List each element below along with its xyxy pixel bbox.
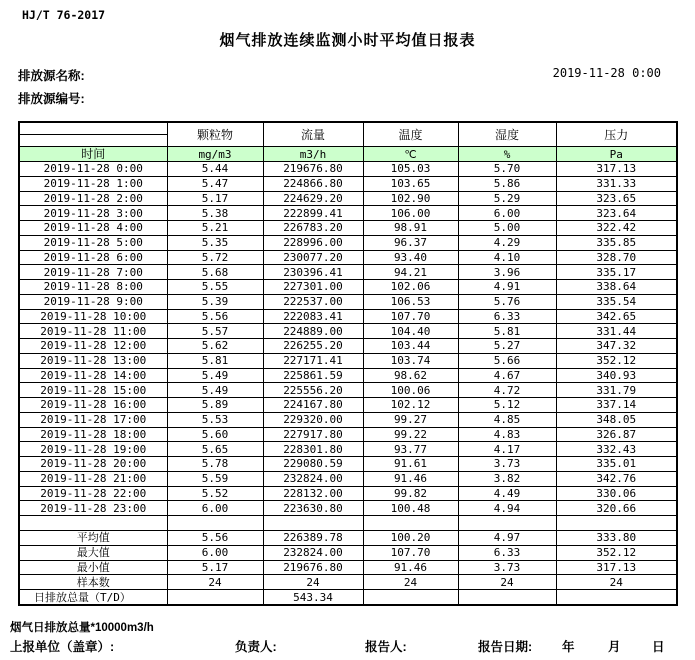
value-cell: 5.35 xyxy=(167,235,263,250)
table-row xyxy=(19,191,677,206)
value-cell: 99.22 xyxy=(363,427,458,442)
value-cell: 330.06 xyxy=(556,486,677,501)
value-cell: 348.05 xyxy=(556,412,677,427)
summary-label: 平均值 xyxy=(19,531,167,546)
value-cell: 331.33 xyxy=(556,176,677,191)
spacer-cell xyxy=(167,516,263,531)
summary-row xyxy=(19,545,677,560)
value-cell: 224629.20 xyxy=(263,191,363,206)
responsible-label: 负责人: xyxy=(235,640,277,654)
value-cell: 328.70 xyxy=(556,250,677,265)
value-cell: 331.44 xyxy=(556,324,677,339)
summary-value: 4.97 xyxy=(458,531,556,546)
value-cell: 326.87 xyxy=(556,427,677,442)
value-cell: 4.49 xyxy=(458,486,556,501)
spacer-cell xyxy=(458,516,556,531)
time-cell: 2019-11-28 7:00 xyxy=(19,265,167,280)
spacer-cell xyxy=(363,516,458,531)
table-row xyxy=(19,398,677,413)
report-meta xyxy=(18,66,661,106)
value-cell: 96.37 xyxy=(363,235,458,250)
value-cell: 232824.00 xyxy=(263,471,363,486)
summary-value: 100.20 xyxy=(363,531,458,546)
unit-flow: m3/h xyxy=(263,147,363,162)
value-cell: 5.27 xyxy=(458,339,556,354)
value-cell: 102.06 xyxy=(363,280,458,295)
spacer-cell xyxy=(263,516,363,531)
table-row xyxy=(19,235,677,250)
header-blank-bottom xyxy=(19,135,167,147)
unit-particulate: mg/m3 xyxy=(167,147,263,162)
spacer-row xyxy=(19,516,677,531)
value-cell: 5.89 xyxy=(167,398,263,413)
time-cell: 2019-11-28 1:00 xyxy=(19,176,167,191)
value-cell: 227301.00 xyxy=(263,280,363,295)
summary-value: 333.80 xyxy=(556,531,677,546)
value-cell: 5.12 xyxy=(458,398,556,413)
time-cell: 2019-11-28 20:00 xyxy=(19,457,167,472)
value-cell: 224167.80 xyxy=(263,398,363,413)
day-label: 日 xyxy=(652,640,665,654)
table-row xyxy=(19,412,677,427)
value-cell: 335.54 xyxy=(556,294,677,309)
time-cell: 2019-11-28 14:00 xyxy=(19,368,167,383)
table-row xyxy=(19,250,677,265)
summary-value xyxy=(167,590,263,605)
table-header xyxy=(19,122,677,162)
value-cell: 5.38 xyxy=(167,206,263,221)
value-cell: 320.66 xyxy=(556,501,677,516)
summary-rows xyxy=(19,531,677,605)
value-cell: 5.21 xyxy=(167,221,263,236)
value-cell: 5.81 xyxy=(458,324,556,339)
summary-value: 24 xyxy=(458,575,556,590)
value-cell: 323.65 xyxy=(556,191,677,206)
table-row xyxy=(19,457,677,472)
value-cell: 223630.80 xyxy=(263,501,363,516)
value-cell: 98.62 xyxy=(363,368,458,383)
summary-label: 日排放总量（T/D） xyxy=(19,590,167,605)
summary-value: 543.34 xyxy=(263,590,363,605)
value-cell: 4.94 xyxy=(458,501,556,516)
value-cell: 99.27 xyxy=(363,412,458,427)
time-cell: 2019-11-28 3:00 xyxy=(19,206,167,221)
summary-value: 24 xyxy=(167,575,263,590)
time-cell: 2019-11-28 19:00 xyxy=(19,442,167,457)
value-cell: 6.33 xyxy=(458,309,556,324)
month-label: 月 xyxy=(608,640,621,654)
value-cell: 322.42 xyxy=(556,221,677,236)
value-cell: 5.49 xyxy=(167,383,263,398)
table-row xyxy=(19,501,677,516)
reporter-label: 报告人: xyxy=(365,640,407,654)
value-cell: 5.44 xyxy=(167,162,263,177)
summary-row xyxy=(19,575,677,590)
table-row xyxy=(19,206,677,221)
value-cell: 347.32 xyxy=(556,339,677,354)
value-cell: 103.65 xyxy=(363,176,458,191)
value-cell: 4.91 xyxy=(458,280,556,295)
value-cell: 107.70 xyxy=(363,309,458,324)
value-cell: 5.62 xyxy=(167,339,263,354)
value-cell: 4.72 xyxy=(458,383,556,398)
value-cell: 5.72 xyxy=(167,250,263,265)
summary-row xyxy=(19,531,677,546)
table-row xyxy=(19,368,677,383)
value-cell: 229080.59 xyxy=(263,457,363,472)
summary-label: 样本数 xyxy=(19,575,167,590)
value-cell: 5.17 xyxy=(167,191,263,206)
summary-value: 3.73 xyxy=(458,560,556,575)
time-cell: 2019-11-28 0:00 xyxy=(19,162,167,177)
summary-value: 219676.80 xyxy=(263,560,363,575)
time-cell: 2019-11-28 2:00 xyxy=(19,191,167,206)
value-cell: 94.21 xyxy=(363,265,458,280)
value-cell: 93.77 xyxy=(363,442,458,457)
value-cell: 335.01 xyxy=(556,457,677,472)
table-row xyxy=(19,383,677,398)
value-cell: 103.74 xyxy=(363,353,458,368)
value-cell: 323.64 xyxy=(556,206,677,221)
summary-value: 5.56 xyxy=(167,531,263,546)
time-cell: 2019-11-28 6:00 xyxy=(19,250,167,265)
spacer-cell xyxy=(19,516,167,531)
value-cell: 4.83 xyxy=(458,427,556,442)
unit-humidity: % xyxy=(458,147,556,162)
time-cell: 2019-11-28 5:00 xyxy=(19,235,167,250)
table-row xyxy=(19,324,677,339)
value-cell: 3.96 xyxy=(458,265,556,280)
summary-value: 24 xyxy=(263,575,363,590)
table-row xyxy=(19,427,677,442)
value-cell: 342.65 xyxy=(556,309,677,324)
table-row xyxy=(19,471,677,486)
time-cell: 2019-11-28 21:00 xyxy=(19,471,167,486)
value-cell: 5.86 xyxy=(458,176,556,191)
time-cell: 2019-11-28 22:00 xyxy=(19,486,167,501)
spacer-cell xyxy=(556,516,677,531)
value-cell: 228996.00 xyxy=(263,235,363,250)
value-cell: 5.39 xyxy=(167,294,263,309)
summary-value: 232824.00 xyxy=(263,545,363,560)
summary-value xyxy=(556,590,677,605)
value-cell: 342.76 xyxy=(556,471,677,486)
value-cell: 340.93 xyxy=(556,368,677,383)
value-cell: 93.40 xyxy=(363,250,458,265)
report-datetime: 2019-11-28 0:00 xyxy=(552,66,661,80)
value-cell: 224866.80 xyxy=(263,176,363,191)
summary-value: 6.33 xyxy=(458,545,556,560)
table-row xyxy=(19,486,677,501)
value-cell: 225556.20 xyxy=(263,383,363,398)
value-cell: 100.48 xyxy=(363,501,458,516)
value-cell: 5.70 xyxy=(458,162,556,177)
table-row xyxy=(19,294,677,309)
standard-code: HJ/T 76-2017 xyxy=(22,8,106,22)
value-cell: 335.85 xyxy=(556,235,677,250)
report-date-label: 报告日期: xyxy=(478,640,533,654)
value-cell: 91.46 xyxy=(363,471,458,486)
value-cell: 91.61 xyxy=(363,457,458,472)
unit-pressure: Pa xyxy=(556,147,677,162)
value-cell: 102.12 xyxy=(363,398,458,413)
value-cell: 6.00 xyxy=(458,206,556,221)
value-cell: 5.60 xyxy=(167,427,263,442)
value-cell: 222083.41 xyxy=(263,309,363,324)
value-cell: 5.81 xyxy=(167,353,263,368)
hourly-average-table xyxy=(18,121,678,606)
value-cell: 337.14 xyxy=(556,398,677,413)
col-header-pressure: 压力 xyxy=(556,122,677,147)
header-blank-top xyxy=(19,122,167,135)
time-cell: 2019-11-28 13:00 xyxy=(19,353,167,368)
value-cell: 4.10 xyxy=(458,250,556,265)
table-row xyxy=(19,221,677,236)
table-row xyxy=(19,176,677,191)
summary-value: 6.00 xyxy=(167,545,263,560)
value-cell: 335.17 xyxy=(556,265,677,280)
summary-value: 5.17 xyxy=(167,560,263,575)
value-cell: 4.29 xyxy=(458,235,556,250)
value-cell: 100.06 xyxy=(363,383,458,398)
value-cell: 5.68 xyxy=(167,265,263,280)
summary-value: 352.12 xyxy=(556,545,677,560)
table-row xyxy=(19,353,677,368)
value-cell: 226255.20 xyxy=(263,339,363,354)
time-cell: 2019-11-28 15:00 xyxy=(19,383,167,398)
table-row xyxy=(19,265,677,280)
value-cell: 4.67 xyxy=(458,368,556,383)
time-cell: 2019-11-28 16:00 xyxy=(19,398,167,413)
summary-value: 91.46 xyxy=(363,560,458,575)
col-header-particulate: 颗粒物 xyxy=(167,122,263,147)
value-cell: 226783.20 xyxy=(263,221,363,236)
hourly-rows xyxy=(19,162,677,516)
value-cell: 5.56 xyxy=(167,309,263,324)
table-row xyxy=(19,309,677,324)
value-cell: 5.55 xyxy=(167,280,263,295)
page-title: 烟气排放连续监测小时平均值日报表 xyxy=(219,32,476,49)
value-cell: 224889.00 xyxy=(263,324,363,339)
time-cell: 2019-11-28 9:00 xyxy=(19,294,167,309)
summary-row xyxy=(19,560,677,575)
year-label: 年 xyxy=(562,640,575,654)
summary-value xyxy=(363,590,458,605)
value-cell: 227171.41 xyxy=(263,353,363,368)
value-cell: 5.65 xyxy=(167,442,263,457)
source-code-label: 排放源编号: xyxy=(18,92,85,106)
report-unit-label: 上报单位（盖章）: xyxy=(10,640,115,654)
summary-label: 最大值 xyxy=(19,545,167,560)
value-cell: 5.29 xyxy=(458,191,556,206)
summary-value: 317.13 xyxy=(556,560,677,575)
value-cell: 5.57 xyxy=(167,324,263,339)
value-cell: 222899.41 xyxy=(263,206,363,221)
value-cell: 5.00 xyxy=(458,221,556,236)
value-cell: 352.12 xyxy=(556,353,677,368)
value-cell: 5.78 xyxy=(167,457,263,472)
table-row xyxy=(19,339,677,354)
time-cell: 2019-11-28 12:00 xyxy=(19,339,167,354)
value-cell: 98.91 xyxy=(363,221,458,236)
value-cell: 229320.00 xyxy=(263,412,363,427)
value-cell: 4.85 xyxy=(458,412,556,427)
table-row xyxy=(19,162,677,177)
col-header-temperature: 温度 xyxy=(363,122,458,147)
summary-value: 24 xyxy=(556,575,677,590)
value-cell: 5.76 xyxy=(458,294,556,309)
summary-value: 24 xyxy=(363,575,458,590)
col-header-flow: 流量 xyxy=(263,122,363,147)
value-cell: 5.66 xyxy=(458,353,556,368)
value-cell: 228132.00 xyxy=(263,486,363,501)
value-cell: 3.82 xyxy=(458,471,556,486)
value-cell: 317.13 xyxy=(556,162,677,177)
value-cell: 99.82 xyxy=(363,486,458,501)
value-cell: 4.17 xyxy=(458,442,556,457)
value-cell: 331.79 xyxy=(556,383,677,398)
value-cell: 3.73 xyxy=(458,457,556,472)
time-cell: 2019-11-28 10:00 xyxy=(19,309,167,324)
footnote: 烟气日排放总量*10000m3/h xyxy=(10,622,154,634)
value-cell: 230077.20 xyxy=(263,250,363,265)
value-cell: 5.53 xyxy=(167,412,263,427)
value-cell: 5.52 xyxy=(167,486,263,501)
source-name-label: 排放源名称: xyxy=(18,69,85,83)
value-cell: 5.49 xyxy=(167,368,263,383)
value-cell: 219676.80 xyxy=(263,162,363,177)
unit-temperature: ℃ xyxy=(363,147,458,162)
time-cell: 2019-11-28 11:00 xyxy=(19,324,167,339)
value-cell: 103.44 xyxy=(363,339,458,354)
value-cell: 222537.00 xyxy=(263,294,363,309)
value-cell: 104.40 xyxy=(363,324,458,339)
summary-value: 107.70 xyxy=(363,545,458,560)
time-cell: 2019-11-28 17:00 xyxy=(19,412,167,427)
value-cell: 6.00 xyxy=(167,501,263,516)
value-cell: 227917.80 xyxy=(263,427,363,442)
value-cell: 106.53 xyxy=(363,294,458,309)
value-cell: 105.03 xyxy=(363,162,458,177)
value-cell: 228301.80 xyxy=(263,442,363,457)
units-row xyxy=(19,147,677,162)
summary-value: 226389.78 xyxy=(263,531,363,546)
value-cell: 102.90 xyxy=(363,191,458,206)
col-header-humidity: 湿度 xyxy=(458,122,556,147)
time-cell: 2019-11-28 4:00 xyxy=(19,221,167,236)
value-cell: 5.47 xyxy=(167,176,263,191)
time-cell: 2019-11-28 18:00 xyxy=(19,427,167,442)
value-cell: 332.43 xyxy=(556,442,677,457)
time-cell: 2019-11-28 23:00 xyxy=(19,501,167,516)
summary-row xyxy=(19,590,677,605)
time-header: 时间 xyxy=(19,147,167,162)
signature-line xyxy=(0,637,695,657)
value-cell: 5.59 xyxy=(167,471,263,486)
value-cell: 230396.41 xyxy=(263,265,363,280)
time-cell: 2019-11-28 8:00 xyxy=(19,280,167,295)
summary-label: 最小值 xyxy=(19,560,167,575)
table-row xyxy=(19,442,677,457)
value-cell: 106.00 xyxy=(363,206,458,221)
table-row xyxy=(19,280,677,295)
value-cell: 338.64 xyxy=(556,280,677,295)
value-cell: 225861.59 xyxy=(263,368,363,383)
summary-value xyxy=(458,590,556,605)
